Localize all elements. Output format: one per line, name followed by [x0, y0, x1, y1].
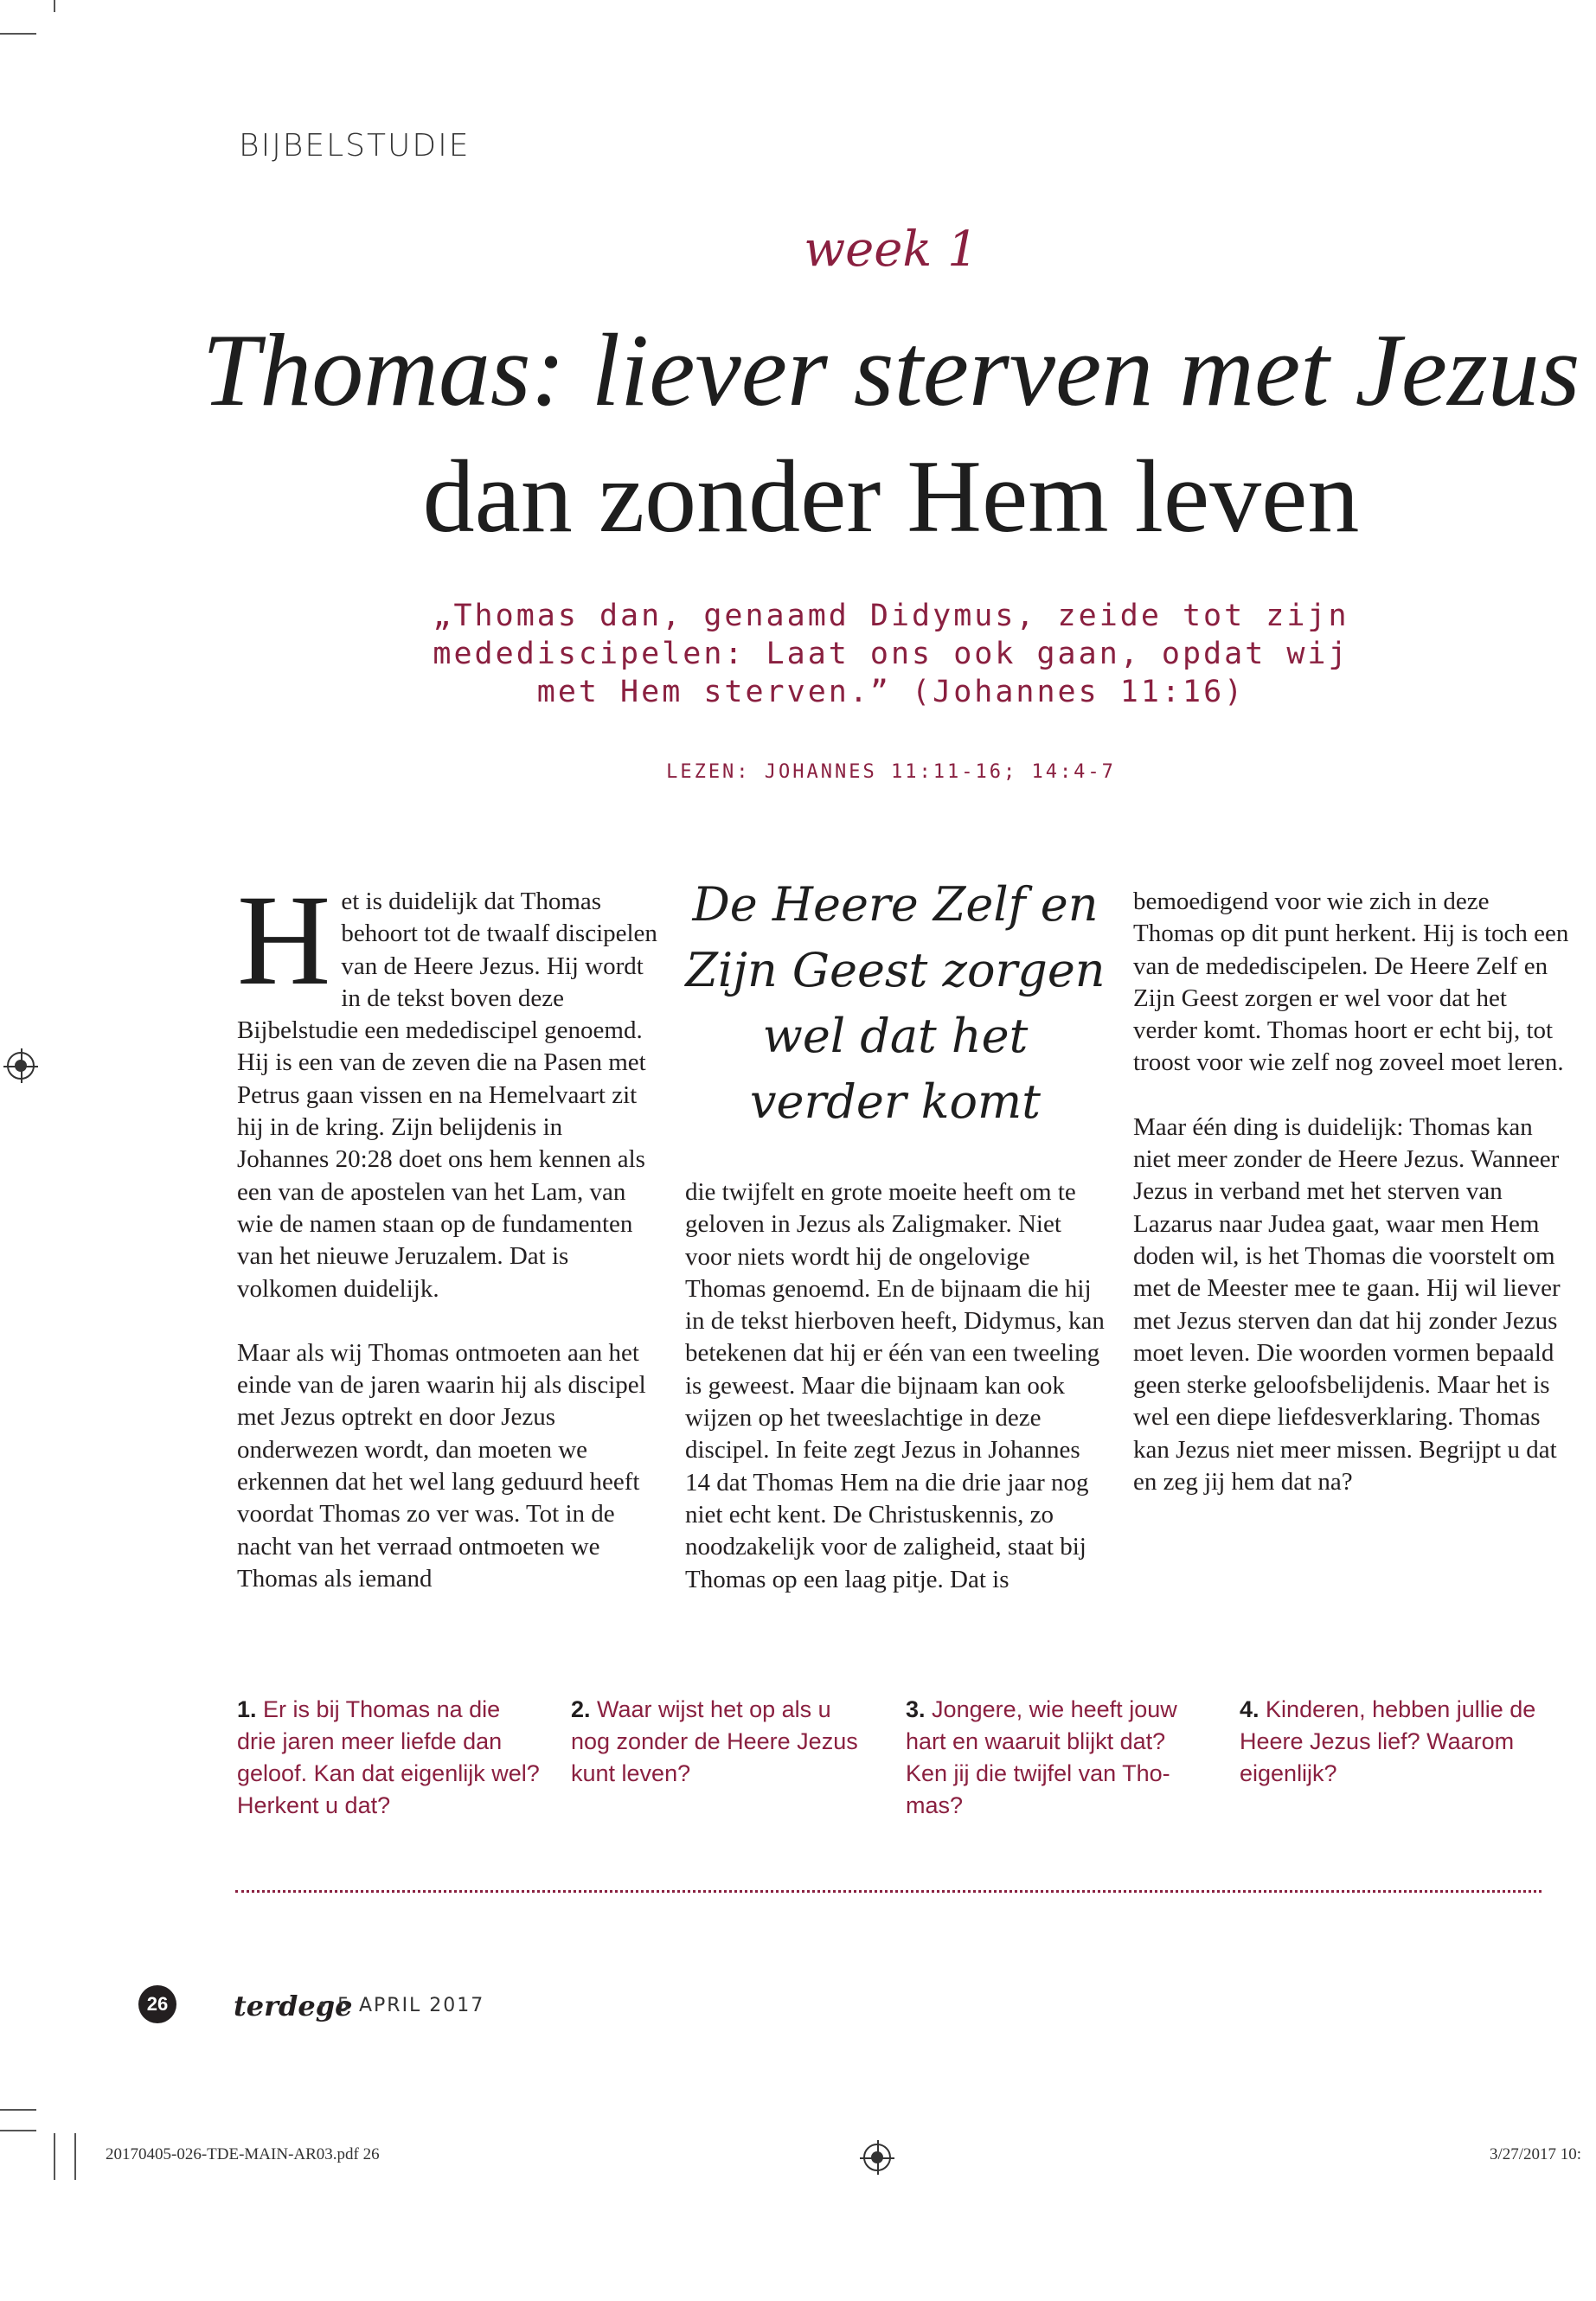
question-3	[906, 1694, 1208, 1822]
title-line-1: Thomas: liever sterven met Jezus	[202, 312, 1580, 427]
paragraph: bemoedigend voor wie zich in deze Thomas op dit punt herkent. Hij is toch een van de medediscipelen. De Heere Zelf en Zijn Geest zorgen er wel voor dat het verder komt. Thomas hoort er echt bij, tot troost voor wie zelf nog zoveel moet leren.	[1133, 888, 1569, 1077]
issue-date: • 5 APRIL 2017	[317, 1995, 485, 2016]
question-1	[237, 1694, 540, 1822]
question-number: 2.	[571, 1696, 591, 1722]
crop-mark	[74, 2133, 76, 2180]
print-slug-file: 20170405-026-TDE-MAIN-AR03.pdf 26	[106, 2145, 380, 2163]
question-number: 4.	[1240, 1696, 1259, 1722]
pull-quote: De Heere Zelf en Zijn Geest zorgen wel dat het verder komt	[685, 877, 1106, 1129]
bible-quote: „Thomas dan, genaamd Didymus, zeide tot zijn medediscipelen: Laat ons ook gaan, opdat wij met Hem sterven.” (Johannes 11:16)	[433, 599, 1349, 709]
crop-mark	[0, 2130, 36, 2131]
question-2	[571, 1694, 874, 1790]
question-number: 1.	[237, 1696, 257, 1722]
question-text: Er is bij Thomas na die drie jaren meer liefde dan geloof. Kan dat eigenlijk wel? Herkent u dat?	[237, 1696, 540, 1818]
dotted-divider	[235, 1890, 1542, 1893]
title-line-2: dan zonder Hem leven	[422, 439, 1360, 554]
article-column-3	[1133, 886, 1574, 1530]
question-text: Jongere, wie heeft jouw hart en waaruit blijkt dat? Ken jij die twijfel van Thomas?	[906, 1696, 1177, 1818]
page-number-badge: 26	[138, 1985, 176, 2023]
article-column-2	[685, 1176, 1109, 1628]
crop-mark	[0, 2109, 36, 2111]
question-text: Kinderen, hebben jullie de Heere Jezus lief? Waarom eigenlijk?	[1240, 1696, 1536, 1786]
magazine-name: terdege	[234, 1990, 353, 2022]
question-text: Waar wijst het op als u nog zonder de Heere Jezus kunt leven?	[571, 1696, 858, 1786]
registration-mark-icon	[863, 2144, 891, 2171]
question-number: 3.	[906, 1696, 926, 1722]
reading-reference: LEZEN: JOHANNES 11:11-16; 14:4-7	[666, 761, 1116, 783]
paragraph: Maar als wij Thomas ontmoeten aan het einde van de jaren waarin hij als discipel met Jezus optrekt en door Jezus onderwezen wordt, dan moeten we erkennen dat het wel lang geduurd heeft voordat Thomas zo ver was. Tot in de nacht van het verraad ontmoeten we Thomas als iemand	[237, 1338, 646, 1593]
paragraph: die twijfelt en grote moeite heeft om te geloven in Jezus als Zaligmaker. Niet voor niets wordt hij de ongelovige Thomas genoemd. En de bijnaam die hij in de tekst hierboven heeft, Didymus, kan betekenen dat hij er één van een tweeling is geweest. Maar die bijnaam kan ook wijzen op het tweeslachtige in deze discipel. In feite zegt Jezus in Johannes 14 dat Thomas Hem na die drie jaar nog niet echt kent. De Christuskennis, zo noodzakelijk voor de zaligheid, staat bij Thomas op een laag pitje. Dat is	[685, 1178, 1105, 1593]
crop-mark	[54, 2133, 55, 2180]
article-column-1	[237, 868, 657, 1627]
drop-cap: H	[237, 868, 331, 1012]
crop-mark	[54, 0, 55, 12]
registration-mark-icon	[7, 1052, 35, 1080]
section-label: BIJBELSTUDIE	[239, 128, 471, 163]
print-slug-date: 3/27/2017 10:	[1490, 2145, 1582, 2163]
question-4	[1240, 1694, 1542, 1790]
paragraph: Maar één ding is duidelijk: Thomas kan niet meer zonder de Heere Jezus. Wanneer Jezus in verband met het sterven van Lazarus naar Judea gaat, waar men Hem doden wil, is het Thomas die voorstelt om met de Meester mee te gaan. Hij wil liever met Jezus sterven dan dat hij zonder Jezus moet leven. Die woorden vormen bepaald geen sterke geloofsbelijdenis. Maar het is wel een diepe liefdesverklaring. Thomas kan Jezus niet meer missen. Begrijpt u dat en zeg jij hem dat na?	[1133, 1112, 1561, 1497]
paragraph: et is duidelijk dat Thomas behoort tot de twaalf discipelen van de Heere Jezus. Hij wordt in de tekst boven deze Bijbelstudie een medediscipel genoemd. Hij is een van de zeven die na Pasen met Petrus gaan vissen en na Hemelvaart zit hij in de kring. Zijn belijdenis in Johannes 20:28 doet ons hem kennen als een van de apostelen van het Lam, van wie de namen staan op de fundamenten van het nieuwe Jeruzalem. Dat is volkomen duidelijk.	[237, 888, 657, 1303]
crop-mark	[0, 33, 36, 35]
week-label: week 1	[804, 221, 978, 278]
